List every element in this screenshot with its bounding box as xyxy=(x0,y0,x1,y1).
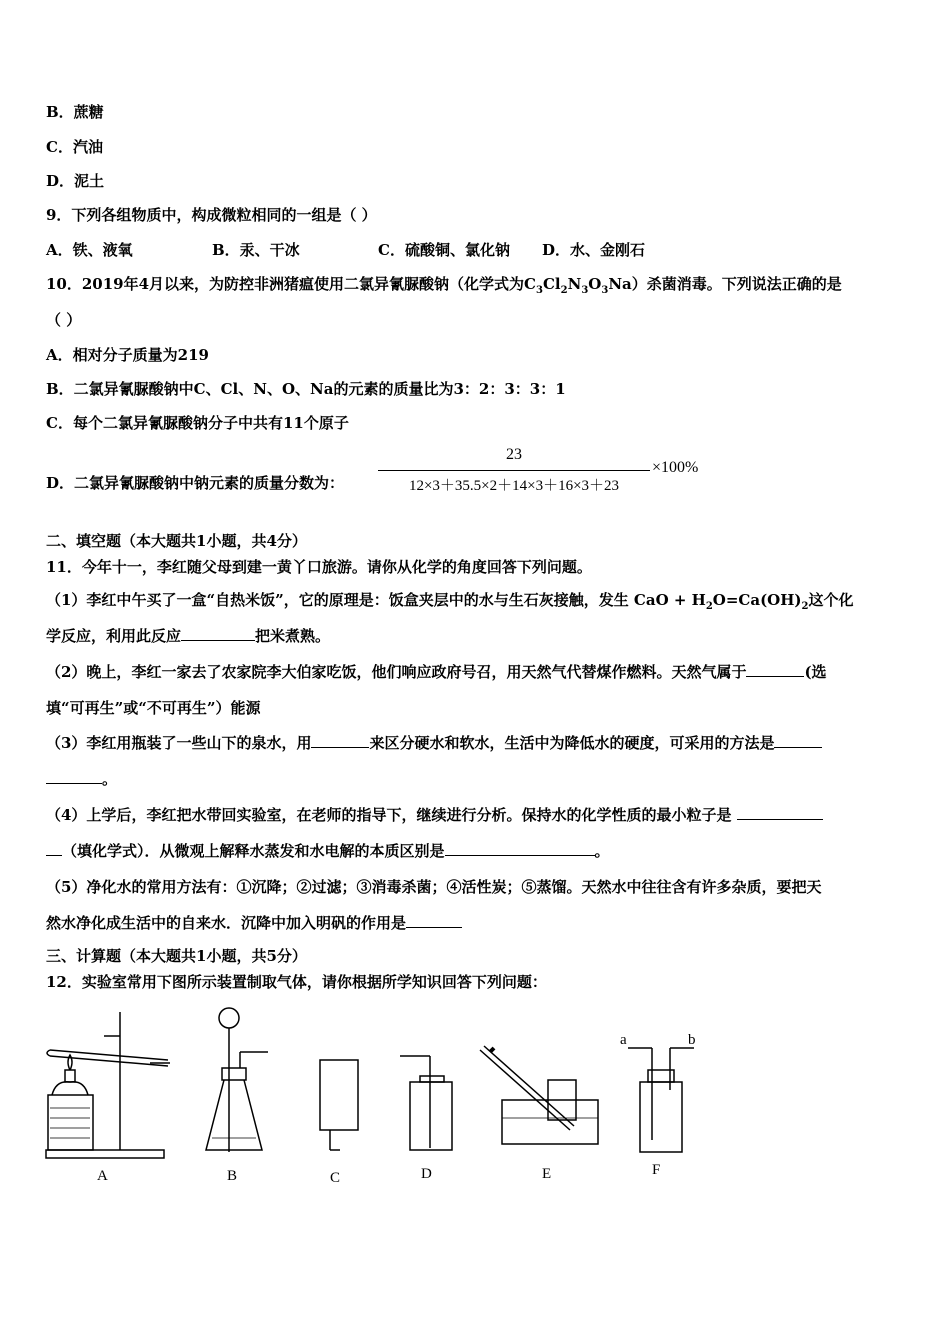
q11-part5-line1: （5）净化水的常用方法有：①沉降；②过滤；③消毒杀菌；④活性炭；⑤蒸馏。天然水中往往含有许多杂质，要把天 xyxy=(46,878,822,896)
label-b: B xyxy=(227,1168,238,1184)
section-2-heading: 二、填空题（本大题共1小题，共4分） xyxy=(46,532,307,550)
q11-part1-line2: 学反应，利用此反应 把米煮熟。 xyxy=(46,627,331,645)
q9-option-b: B．汞、干冰 xyxy=(212,241,300,259)
q11-part3-line2: 。 xyxy=(46,769,117,789)
q10-option-b: B．二氯异氰脲酸钠中C、Cl、N、O、Na的元素的质量比为3：2：3：3：1 xyxy=(46,380,566,398)
apparatus-d-gas-jar xyxy=(400,1056,452,1150)
q11-part4-line2: （填化学式）．从微观上解释水蒸发和水电解的本质区别是 。 xyxy=(46,841,610,861)
q9-option-c: C．硫酸铜、氯化钠 xyxy=(378,241,510,259)
port-b-label: b xyxy=(688,1032,696,1048)
q11-part1-line1: （1）李红中午买了一盒“自热米饭”，它的原理是：饭盒夹层中的水与生石灰接触，发生 CaO + $H_2O=Ca(OH)_2$这个化 xyxy=(46,591,854,612)
q11-part2-line1: （2）晚上，李红一家去了农家院李大伯家吃饭，他们响应政府号召，用天然气代替煤作燃料。天然气属于 (选 xyxy=(46,663,827,681)
apparatus-e-trough xyxy=(480,1046,598,1144)
answer-blank[interactable] xyxy=(311,733,369,748)
q8-option-b: B．蔗糖 xyxy=(46,103,104,121)
q8-option-d: D．泥土 xyxy=(46,172,105,190)
apparatus-figure xyxy=(40,1000,740,1200)
q9-options xyxy=(46,240,645,260)
fraction-percent: ×100% xyxy=(652,459,699,476)
answer-blank[interactable] xyxy=(46,841,62,856)
apparatus-drawing xyxy=(40,1000,740,1200)
section-3-heading: 三、计算题（本大题共1小题，共5分） xyxy=(46,947,307,965)
q9-stem: 9．下列各组物质中，构成微粒相同的一组是（ ） xyxy=(46,206,377,224)
q9-option-d: D．水、金刚石 xyxy=(542,241,646,259)
q11-part4-line1: （4）上学后，李红把水带回实验室，在老师的指导下，继续进行分析。保持水的化学性质的最小粒子是 xyxy=(46,805,823,825)
answer-blank[interactable] xyxy=(737,805,823,820)
apparatus-c-collector xyxy=(320,1060,358,1150)
label-c: C xyxy=(330,1170,341,1186)
label-d: D xyxy=(421,1166,432,1182)
q11-part2-line2: 填“可再生”或“不可再生”）能源 xyxy=(46,699,261,717)
fraction-numerator: 23 xyxy=(506,446,522,463)
q10-option-c: C．每个二氯异氰脲酸钠分子中共有11个原子 xyxy=(46,414,349,432)
q12-stem: 12．实验室常用下图所示装置制取气体，请你根据所学知识回答下列问题： xyxy=(46,973,547,991)
q11-part5-line2: 然水净化成生活中的自来水．沉降中加入明矾的作用是 xyxy=(46,913,462,933)
port-a-label: a xyxy=(620,1032,627,1048)
label-f: F xyxy=(652,1162,661,1178)
q11-part3-line1: （3）李红用瓶装了一些山下的泉水，用 来区分硬水和软水，生活中为降低水的硬度，可采用的方法是 xyxy=(46,733,822,753)
q9-option-a: A．铁、液氧 xyxy=(46,241,133,259)
answer-blank[interactable] xyxy=(746,662,804,677)
label-e: E xyxy=(542,1166,552,1182)
q10-stem-paren: （ ） xyxy=(46,311,82,329)
q8-option-c: C．汽油 xyxy=(46,138,103,156)
apparatus-b-flask xyxy=(206,1008,268,1152)
answer-blank[interactable] xyxy=(445,841,595,856)
answer-blank[interactable] xyxy=(406,913,462,928)
apparatus-f-wash-bottle xyxy=(628,1048,694,1152)
apparatus-a-heating-setup xyxy=(46,1012,170,1158)
fraction-denominator: 12×3＋35.5×2＋14×3＋16×3＋23 xyxy=(408,478,620,494)
label-a: A xyxy=(97,1168,108,1184)
answer-blank[interactable] xyxy=(181,626,255,641)
q11-stem: 11．今年十一，李红随父母到建一黄丫口旅游。请你从化学的角度回答下列问题。 xyxy=(46,558,592,576)
q10-stem: 10．2019年4月以来，为防控非洲猪瘟使用二氯异氰脲酸钠（化学式为$C_3Cl_2N_3O_3Na$）杀菌消毒。下列说法正确的是 xyxy=(46,275,842,296)
q10-option-d: D．二氯异氰脲酸钠中钠元素的质量分数为： xyxy=(46,474,345,492)
answer-blank[interactable] xyxy=(46,769,102,784)
q10-option-a: A．相对分子质量为219 xyxy=(46,346,209,364)
answer-blank[interactable] xyxy=(774,733,822,748)
fraction-bar xyxy=(378,470,650,471)
